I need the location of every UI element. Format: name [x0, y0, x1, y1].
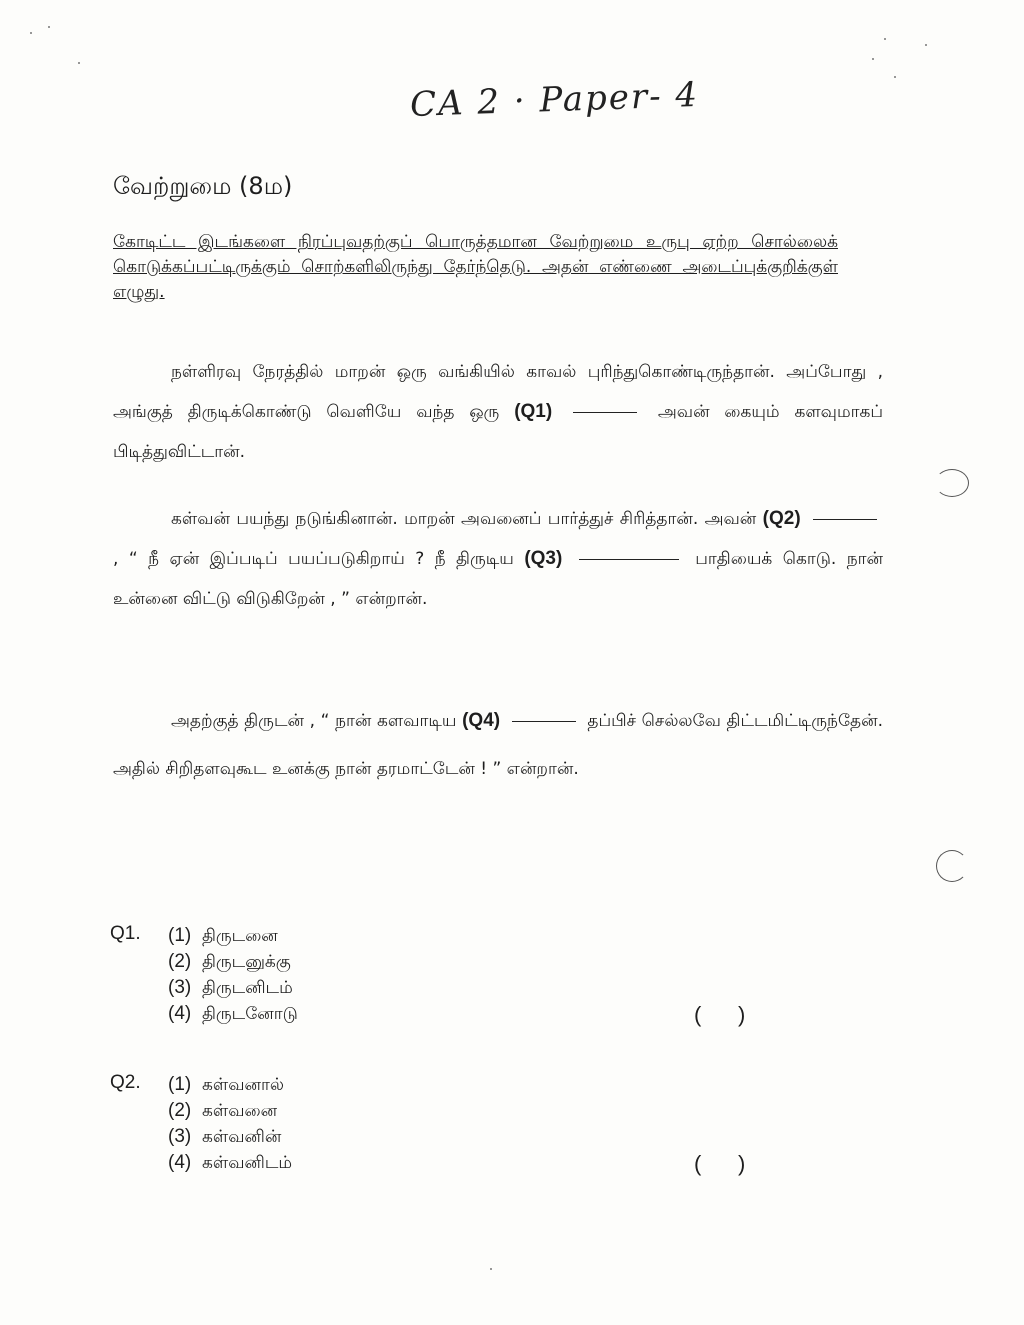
- answer-blank-q3: [579, 558, 679, 560]
- passage-text: அவன் கையும் களவுமாகப் பிடித்துவிட்டான்.: [113, 402, 884, 462]
- answer-box-q2[interactable]: ( ): [694, 1151, 746, 1176]
- option-item: [168, 949, 298, 975]
- option-item: [168, 1124, 292, 1150]
- option-text: திருடனுக்கு: [202, 952, 291, 972]
- option-text: கள்வனால்: [202, 1075, 284, 1095]
- passage-paragraph-2: [113, 499, 883, 619]
- option-item: [168, 1098, 292, 1124]
- section-title: வேற்றுமை (8ம): [113, 172, 293, 200]
- option-number: (2): [168, 1100, 192, 1121]
- passage-text: , “ நீ ஏன் இப்படிப் பயப்படுகிறாய் ? நீ திருடிய: [113, 549, 514, 569]
- option-item: [168, 975, 298, 1001]
- scan-speck: [925, 44, 927, 46]
- passage-text: அதற்குத் திருடன் , “ நான் களவாடிய: [171, 711, 457, 731]
- passage-text: தப்பிச் செல்லவே திட்டமிட்டிருந்தேன். அதில் சிறிதளவுகூட உனக்கு நான் தரமாட்டேன் ! ” என்றான்.: [113, 711, 883, 779]
- option-number: (4): [168, 1152, 192, 1173]
- handwritten-title: CA 2 · Paper- 4: [409, 74, 700, 126]
- option-text: கள்வனை: [202, 1101, 278, 1121]
- scan-speck: [78, 62, 80, 64]
- scan-speck: [872, 58, 874, 60]
- option-item: [168, 923, 298, 949]
- answer-blank-q1: [573, 411, 637, 413]
- answer-blank-q2: [813, 518, 877, 520]
- scan-speck: [884, 38, 886, 40]
- option-list: [168, 923, 298, 1027]
- question-ref-q4: (Q4): [462, 710, 501, 731]
- option-item: [168, 1072, 292, 1098]
- option-number: (3): [168, 977, 192, 998]
- question-label: Q2.: [110, 1072, 141, 1093]
- instruction-text: கோடிட்ட இடங்களை நிரப்புவதற்குப் பொருத்தமான வேற்றுமை உருபு ஏற்ற சொல்லைக் கொடுக்கப்பட்டிருக்கும் சொற்களிலிருந்து தேர்ந்தெடு. அதன் எண்ணை அடைப்புக்குறிக்குள் எழுது.: [113, 232, 838, 302]
- option-text: திருடனிடம்: [202, 978, 293, 998]
- option-number: (2): [168, 951, 192, 972]
- option-number: (3): [168, 1126, 192, 1147]
- scan-speck: [490, 1268, 492, 1270]
- passage-text: பாதியைக் கொடு. நான் உன்னை விட்டு விடுகிறேன் , ” என்றான்.: [113, 549, 884, 609]
- option-number: (4): [168, 1003, 192, 1024]
- question-label: Q1.: [110, 923, 141, 944]
- option-text: திருடனோடு: [202, 1004, 298, 1024]
- question-ref-q1: (Q1): [514, 401, 553, 422]
- option-number: (1): [168, 925, 192, 946]
- passage-text: கள்வன் பயந்து நடுங்கினான். மாறன் அவனைப் பார்த்துச் சிரித்தான். அவன்: [171, 509, 757, 529]
- answer-box-q1[interactable]: ( ): [694, 1002, 746, 1027]
- option-text: கள்வனின்: [202, 1127, 282, 1147]
- option-list: [168, 1072, 292, 1176]
- answer-blank-q4: [512, 720, 576, 722]
- passage-paragraph-1: [113, 352, 883, 472]
- scan-speck: [894, 76, 896, 78]
- scan-speck: [48, 26, 50, 28]
- scan-speck: [30, 32, 32, 34]
- option-text: திருடனை: [202, 926, 278, 946]
- option-number: (1): [168, 1074, 192, 1095]
- option-text: கள்வனிடம்: [202, 1153, 293, 1173]
- punch-hole-mark: [936, 850, 968, 882]
- passage-paragraph-3: [113, 697, 883, 793]
- question-ref-q2: (Q2): [762, 508, 801, 529]
- question-ref-q3: (Q3): [524, 548, 563, 569]
- option-item: [168, 1150, 292, 1176]
- option-item: [168, 1001, 298, 1027]
- punch-hole-mark: [935, 469, 969, 497]
- passage-text: நள்ளிரவு நேரத்தில் மாறன் ஒரு வங்கியில் காவல் புரிந்துகொண்டிருந்தான். அப்போது , அங்குத் திருடிக்கொண்டு வெளியே வந்த ஒரு: [113, 362, 883, 422]
